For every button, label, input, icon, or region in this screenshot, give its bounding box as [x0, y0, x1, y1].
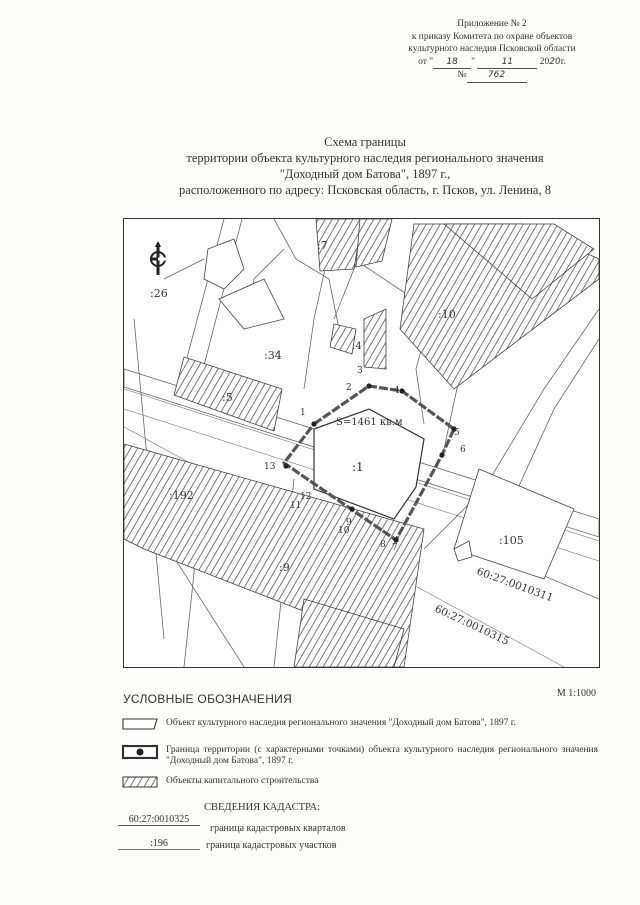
legend-text-buildings: Объекты капитального строительства: [166, 776, 319, 786]
annex-line2: к приказу Комитета по охране объектов: [411, 31, 573, 42]
date-day: 18: [433, 56, 471, 70]
point-marker-2: [366, 383, 371, 388]
buildings-swatch-icon: [122, 776, 158, 788]
point-marker-7: [393, 537, 398, 542]
label-p5: :5: [222, 391, 233, 404]
legend-text-heritage: Объект культурного наследия регионального значения "Доходный дом Батова", 1897 г.: [166, 718, 516, 728]
title-line3: "Доходный дом Батова", 1897 г.,: [279, 167, 451, 181]
quarter-number: 60:27:0010325: [118, 814, 200, 826]
label-p10: :10: [438, 308, 456, 321]
label-p105: :105: [499, 534, 524, 547]
label-p7: :7: [317, 239, 328, 252]
annex-date: [372, 56, 612, 70]
point-label-4: 4: [394, 386, 400, 396]
map-scale: М 1:1000: [556, 688, 596, 699]
point-label-2: 2: [346, 383, 352, 393]
annex-header: [372, 18, 612, 83]
point-label-5: 5: [454, 428, 460, 438]
quarter-text: граница кадастровых кварталов: [210, 823, 346, 834]
label-p34: :34: [264, 349, 282, 362]
date-year-suffix: 20: [549, 56, 561, 67]
label-p1: :1: [352, 460, 364, 474]
point-label-12: 12: [300, 492, 312, 502]
date-suffix: г.: [560, 56, 566, 67]
point-label-13: 13: [264, 462, 276, 472]
title-line4: расположенного по адресу: Псковская область, г. Псков, ул. Ленина, 8: [179, 183, 551, 197]
point-marker-4: [399, 388, 404, 393]
number-prefix: №: [457, 70, 467, 80]
date-year-prefix: 20: [539, 56, 550, 67]
label-p26: :26: [150, 287, 168, 300]
annex-line1: Приложение № 2: [457, 19, 527, 29]
point-marker-1: [311, 421, 316, 426]
quarter-label-bottom: 60:27:0010315: [432, 602, 511, 648]
map-svg: [124, 219, 599, 667]
date-sep: ": [471, 56, 475, 67]
cadastral-map: [123, 218, 600, 668]
point-label-1: 1: [300, 408, 306, 418]
annex-number: [372, 69, 612, 83]
north-arrow-icon: [149, 241, 167, 275]
point-label-7: 7: [392, 543, 398, 553]
point-label-10: 10: [338, 526, 350, 536]
date-month: 11: [477, 56, 537, 70]
legend-title: УСЛОВНЫЕ ОБОЗНАЧЕНИЯ: [123, 692, 293, 706]
cadastre-title: СВЕДЕНИЯ КАДАСТРА:: [204, 802, 321, 813]
point-label-9: 9: [346, 518, 352, 528]
point-label-3: 3: [357, 366, 363, 376]
title-line2: территории объекта культурного наследия регионального значения: [186, 151, 544, 165]
parcel-number: :196: [118, 838, 200, 850]
number-value: 762: [467, 69, 527, 83]
label-p9: :9: [279, 561, 290, 574]
label-p192: :192: [169, 489, 194, 502]
parcel-text: граница кадастровых участков: [206, 840, 337, 851]
boundary-swatch-icon: [122, 745, 158, 759]
point-label-11: 11: [290, 501, 302, 511]
heritage-swatch-icon: [122, 718, 158, 730]
point-marker-9: [349, 506, 354, 511]
legend-text-boundary: Граница территории (с характерными точками) объекта культурного наследия регионального значения "Доходный дом Батова", 1897 г.: [166, 745, 598, 766]
point-label-8: 8: [380, 540, 386, 550]
label-p4: :4: [352, 341, 362, 352]
point-label-6: 6: [460, 445, 466, 455]
point-marker-13: [283, 463, 288, 468]
annex-line3: культурного наследия Псковской области: [408, 44, 576, 54]
quarter-label-top: 60:27:0010311: [474, 565, 555, 605]
title-line1: Схема границы: [324, 135, 406, 149]
scheme-title: [120, 134, 610, 198]
date-prefix: от ": [418, 56, 434, 67]
area-label: S=1461 кв.м: [336, 417, 403, 428]
point-marker-6: [439, 452, 444, 457]
